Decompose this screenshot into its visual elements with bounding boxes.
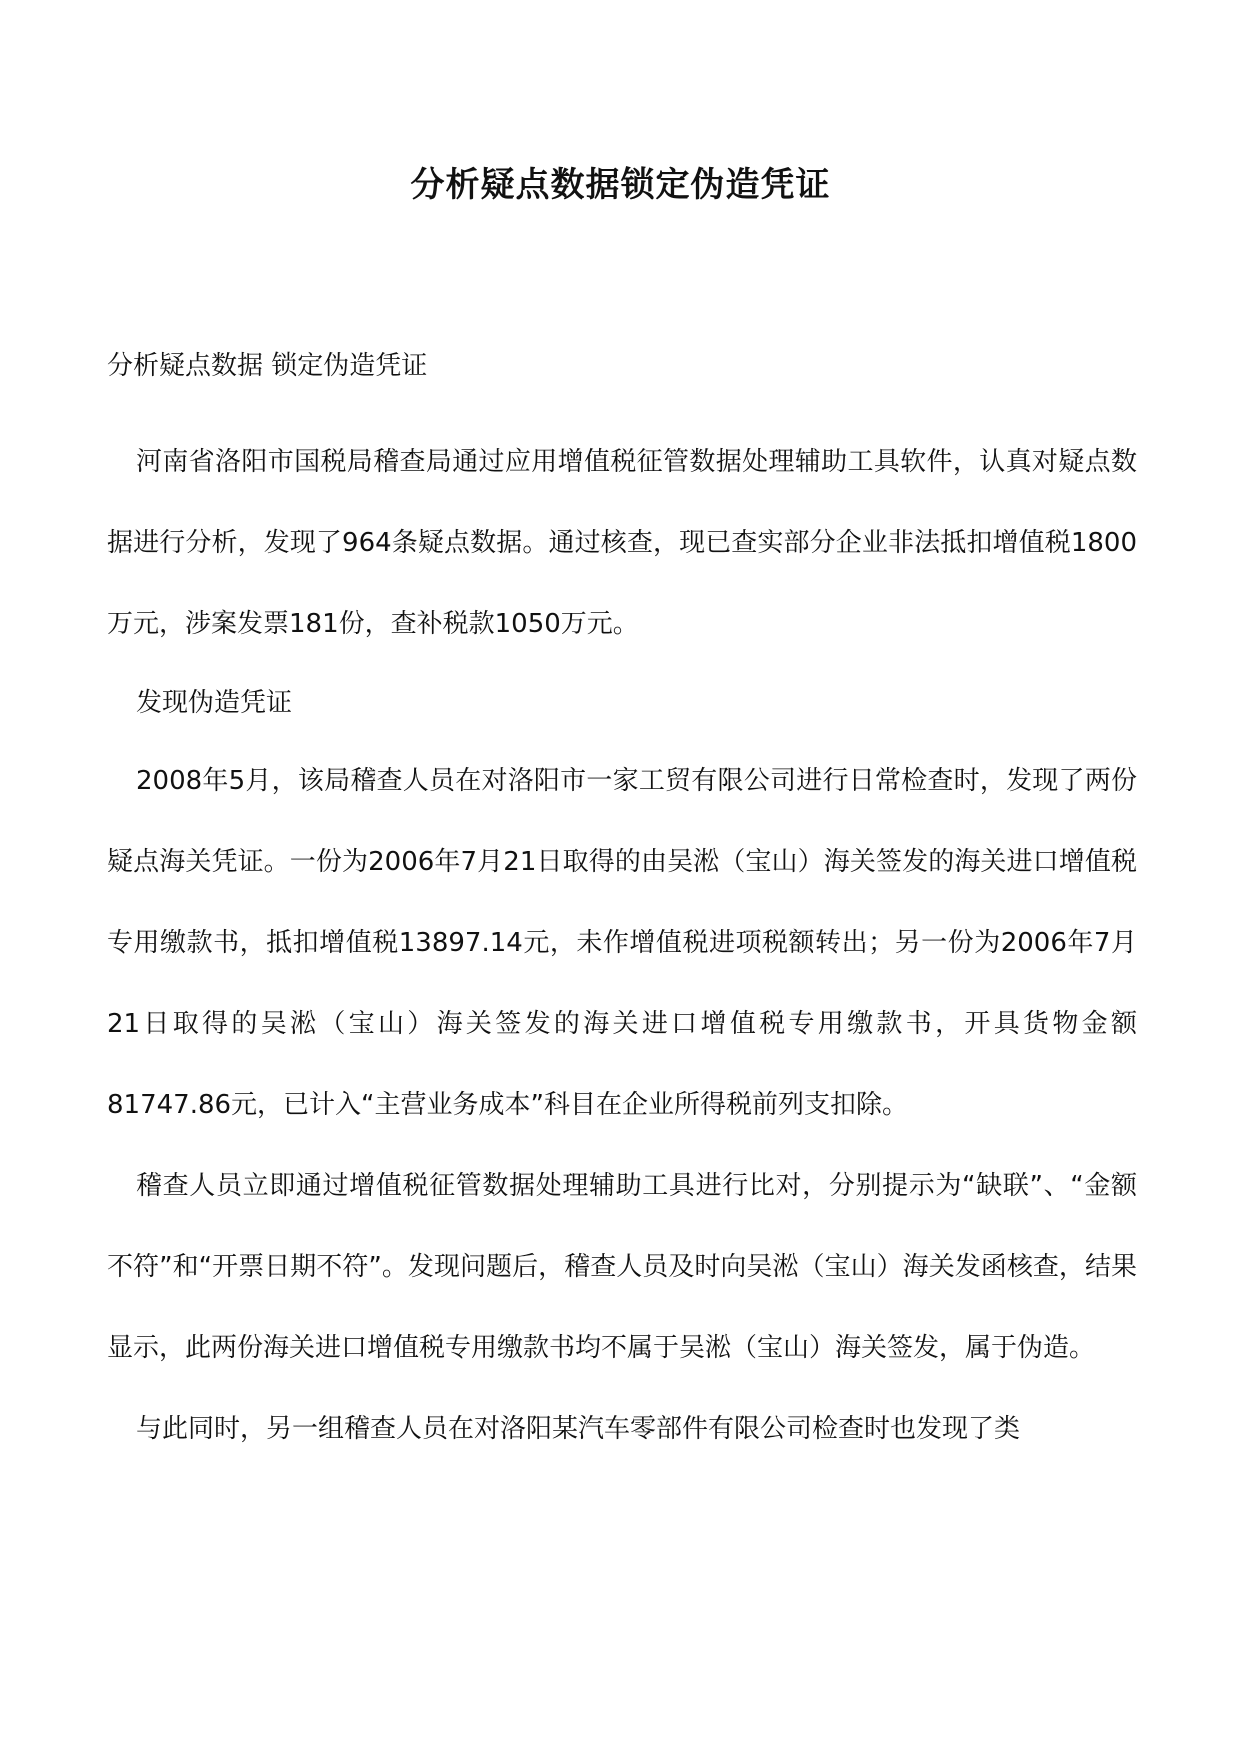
document-subtitle: 分析疑点数据 锁定伪造凭证 bbox=[107, 351, 428, 381]
section-heading: 发现伪造凭证 bbox=[136, 688, 293, 718]
document-body bbox=[107, 422, 1137, 1470]
paragraph-intro: 河南省洛阳市国税局稽查局通过应用增值税征管数据处理辅助工具软件，认真对疑点数据进行分析，发现了964条疑点数据。通过核查，现已查实部分企业非法抵扣增值税1800万元，涉案发票181份，查补税款1050万元。 bbox=[107, 447, 1137, 639]
document-title: 分析疑点数据锁定伪造凭证 bbox=[410, 165, 831, 205]
paragraph-case-two: 与此同时，另一组稽查人员在对洛阳某汽车零部件有限公司检查时也发现了类 bbox=[136, 1414, 1021, 1444]
paragraph-verification: 稽查人员立即通过增值税征管数据处理辅助工具进行比对，分别提示为“缺联”、“金额不符”和“开票日期不符”。发现问题后，稽查人员及时向吴淞（宝山）海关发函核查，结果显示，此两份海关进口增值税专用缴款书均不属于吴淞（宝山）海关签发，属于伪造。 bbox=[107, 1171, 1137, 1363]
paragraph-case-one: 2008年5月，该局稽查人员在对洛阳市一家工贸有限公司进行日常检查时，发现了两份疑点海关凭证。一份为2006年7月21日取得的由吴淞（宝山）海关签发的海关进口增值税专用缴款书，抵扣增值税13897.14元，未作增值税进项税额转出；另一份为2006年7月21日取得的吴淞（宝山）海关签发的海关进口增值税专用缴款书，开具货物金额81747.86元，已计入“主营业务成本”科目在企业所得税前列支扣除。 bbox=[107, 766, 1137, 1120]
